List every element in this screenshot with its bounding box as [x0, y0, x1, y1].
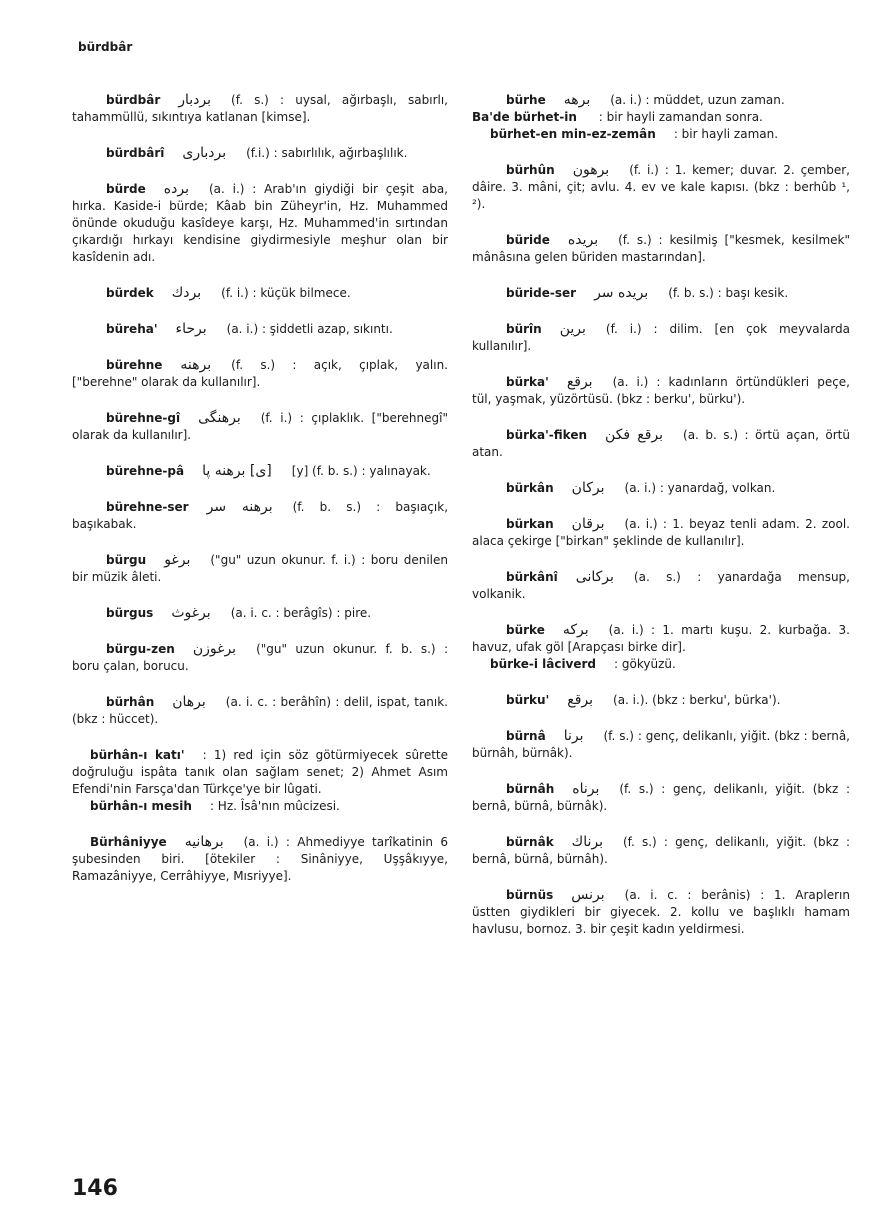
entry-headword: bürehne-gî: [106, 411, 181, 425]
entry-definition: (a. i.) : 1. martı kuşu. 2. kurbağa. 3. havuz, ufak göl [Arapçası birke dir].: [472, 623, 850, 654]
entry-definition: (f. b. s.) : başı kesik.: [668, 286, 789, 300]
dictionary-entry: [472, 162, 850, 213]
dictionary-entry: [472, 321, 850, 355]
entry-headword: bürdbârî: [106, 146, 165, 160]
dictionary-entry: [472, 622, 850, 656]
entry-headword: bürkan: [506, 517, 554, 531]
entry-definition: (a. i.). (bkz : berku', bürka').: [613, 693, 781, 707]
entry-headword: bürehne: [106, 358, 163, 372]
entry-definition: (a. s.) : yanardağa mensup, volkanik.: [472, 570, 850, 601]
entry-definition: (f. s.) : kesilmiş ["kesmek, kesilmek" mânâsına gelen büriden mastarından].: [472, 233, 850, 264]
entry-headword: bürhet-en min-ez-zemân: [490, 127, 656, 141]
entry-arabic: برناه: [572, 781, 600, 797]
entry-definition: (a. i. c. : berânis) : 1. Araplerın üstten giydikleri bir giyecek. 2. kollu ve başlıklı hamam havlusu, bornoz. 3. bir çeşit kadın yeldirmesi.: [472, 888, 850, 936]
entry-arabic: برغو: [164, 552, 191, 568]
entry-definition: [y] (f. b. s.) : yalınayak.: [291, 464, 431, 478]
entry-arabic: برده: [163, 181, 189, 197]
entry-headword: bürkân: [506, 481, 554, 495]
entry-arabic: برقع: [567, 692, 594, 708]
entry-headword: bürkânî: [506, 570, 558, 584]
entry-arabic: بركه: [562, 622, 589, 638]
right-column: [472, 92, 850, 957]
entry-arabic: بريده سر: [594, 285, 649, 301]
dictionary-entry: [472, 232, 850, 266]
dictionary-entry: [472, 887, 850, 938]
entry-arabic: برهنه: [180, 357, 212, 373]
dictionary-entry: [72, 410, 448, 444]
entry-definition: : gökyüzü.: [614, 657, 676, 671]
dictionary-entry: [72, 834, 448, 885]
entry-arabic: برنس: [571, 887, 605, 903]
dictionary-subentry: [472, 126, 850, 143]
entry-definition: (f. s.) : genç, delikanlı, yiğit. (bkz : bernâ, bürnâh, bürnâk).: [472, 729, 850, 760]
entry-definition: (a. i.) : müddet, uzun zaman.: [610, 93, 785, 107]
guide-word: bürdbâr: [78, 40, 133, 54]
entry-headword: bürnüs: [506, 888, 554, 902]
entry-definition: (f.i.) : sabırlılık, ağırbaşlılık.: [246, 146, 408, 160]
entry-definition: (f. b. s.) : başıaçık, başıkabak.: [72, 500, 449, 531]
entry-headword: bürnâh: [506, 782, 555, 796]
entry-definition: : Hz. Îsâ'nın mûcizesi.: [209, 799, 340, 813]
entry-arabic: برقع: [566, 374, 593, 390]
entry-headword: bürdbâr: [106, 93, 161, 107]
entry-headword: bürhân: [106, 695, 155, 709]
dictionary-entry: [72, 641, 448, 675]
dictionary-entry: [72, 321, 448, 338]
entry-headword: büride-ser: [506, 286, 577, 300]
entry-headword: bürgu: [106, 553, 147, 567]
entry-arabic: [ی] برهنه پا: [202, 463, 272, 479]
entry-definition: : bir hayli zaman.: [673, 127, 779, 141]
entry-definition: (a. b. s.) : örtü açan, örtü atan.: [472, 428, 850, 459]
dictionary-subentry: [72, 747, 448, 798]
entry-headword: büride: [506, 233, 550, 247]
entry-headword: bürde: [106, 182, 146, 196]
entry-arabic: بردبار: [178, 92, 212, 108]
entry-headword: bürka': [506, 375, 549, 389]
entry-definition: (f. s.) : genç, delikanlı, yiğit. (bkz : bernâ, bürnâ, bürnâh).: [472, 835, 850, 866]
entry-headword: bürdek: [106, 286, 154, 300]
entry-arabic: برهون: [572, 162, 610, 178]
entry-headword: bürku': [506, 693, 550, 707]
dictionary-subentry: [472, 109, 850, 126]
left-column: [72, 92, 448, 904]
entry-arabic: بركانى: [575, 569, 614, 585]
entry-arabic: برغوث: [171, 605, 211, 621]
entry-definition: (a. i. c. : berâhîn) : delil, ispat, tanık. (bkz : hüccet).: [72, 695, 448, 726]
dictionary-entry: [472, 692, 850, 709]
entry-arabic: بركان: [571, 480, 605, 496]
entry-arabic: برنا: [563, 728, 584, 744]
entry-headword: bürehne-ser: [106, 500, 189, 514]
entry-headword: Ba'de bürhet-in: [472, 110, 577, 124]
entry-arabic: برحاء: [175, 321, 207, 337]
entry-definition: (a. i.) : yanardağ, volkan.: [624, 481, 776, 495]
entry-arabic: برهانيه: [184, 834, 224, 850]
dictionary-subentry: [72, 798, 448, 815]
entry-definition: (f. i.) : 1. kemer; duvar. 2. çember, dâire. 3. mâni, çit; avlu. 4. ev ve kale kapısı. (bkz : berhûb ¹, ²).: [472, 163, 850, 211]
entry-definition: (f. i.) : çıplaklık. ["berehnegî" olarak da kullanılır].: [72, 411, 448, 442]
dictionary-entry: [72, 92, 448, 126]
entry-definition: (f. s.) : genç, delikanlı, yiğit. (bkz : bernâ, bürnâ, bürnâk).: [472, 782, 850, 813]
entry-arabic: برهنه سر: [206, 499, 273, 515]
dictionary-entry: [72, 463, 448, 480]
entry-arabic: برقع فكن: [605, 427, 664, 443]
entry-definition: (f. i.) : dilim. [en çok meyvalarda kullanılır].: [472, 322, 850, 353]
dictionary-entry: [472, 569, 850, 603]
entry-headword: bürnâ: [506, 729, 546, 743]
entry-headword: bürgu-zen: [106, 642, 175, 656]
entry-definition: ("gu" uzun okunur. f. i.) : boru denilen bir müzik âleti.: [72, 553, 448, 584]
entry-headword: bürehne-pâ: [106, 464, 185, 478]
entry-headword: bürhûn: [506, 163, 555, 177]
entry-definition: (a. i.) : 1. beyaz tenli adam. 2. zool. alaca çekirge ["birkan" şeklinde de kullanılır].: [472, 517, 850, 548]
dictionary-entry: [472, 781, 850, 815]
dictionary-entry: [72, 605, 448, 622]
entry-headword: bürke-i lâciverd: [490, 657, 597, 671]
dictionary-entry: [72, 552, 448, 586]
dictionary-entry: [72, 181, 448, 266]
entry-headword: bürke: [506, 623, 545, 637]
entry-headword: bürgus: [106, 606, 154, 620]
entry-definition: (a. i.) : şiddetli azap, sıkıntı.: [226, 322, 393, 336]
entry-definition: (f. i.) : küçük bilmece.: [221, 286, 351, 300]
dictionary-entry: [72, 499, 448, 533]
entry-headword: bürhân-ı mesih: [90, 799, 192, 813]
entry-definition: (a. i.) : kadınların örtündükleri peçe, tül, yaşmak, yüzörtüsü. (bkz : berku', bürku').: [472, 375, 850, 406]
dictionary-entry: [472, 516, 850, 550]
entry-headword: Bürhâniyye: [90, 835, 167, 849]
dictionary-entry: [472, 427, 850, 461]
entry-headword: bürhe: [506, 93, 546, 107]
entry-arabic: برناك: [571, 834, 603, 850]
entry-arabic: برهان: [172, 694, 206, 710]
entry-definition: (a. i. c. : berâgîs) : pire.: [230, 606, 372, 620]
entry-definition: (f. s.) : açık, çıplak, yalın. ["berehne" olarak da kullanılır].: [72, 358, 448, 389]
dictionary-entry: [72, 285, 448, 302]
entry-definition: : bir hayli zamandan sonra.: [598, 110, 763, 124]
entry-headword: bürîn: [506, 322, 542, 336]
entry-arabic: برين: [559, 321, 586, 337]
entry-definition: (f. s.) : uysal, ağırbaşlı, sabırlı, tahammüllü, sıkıntıya katlanan [kimse].: [72, 93, 448, 124]
entry-definition: (a. i.) : Arab'ın giydiği bir çeşit aba, hırka. Kaside-i bürde; Kâab bin Züheyr'in, Hz. Muhammed önünde okuduğu kasîdeye karşı, Hz. Muhammed'in sırtından çıkardığı hırkayı kendisine giydirmesiyle meşhur olan bir kasîdenin adı.: [72, 182, 448, 264]
dictionary-entry: [472, 480, 850, 497]
entry-definition: (a. i.) : Ahmediyye tarîkatinin 6 şubesinden biri. [ötekiler : Sinâniyye, Uşşâkıyye, Ramazâniyye, Cerrâhiyye, Mısriyye].: [72, 835, 448, 883]
dictionary-entry: [72, 694, 448, 728]
entry-arabic: بردك: [171, 285, 202, 301]
entry-headword: bürnâk: [506, 835, 554, 849]
entry-headword: bürhân-ı katı': [90, 748, 185, 762]
dictionary-entry: [472, 285, 850, 302]
dictionary-entry: [472, 374, 850, 408]
page-number: 146: [72, 1176, 118, 1201]
dictionary-entry: [72, 145, 448, 162]
entry-arabic: برهنگى: [198, 410, 241, 426]
entry-arabic: برهه: [563, 92, 591, 108]
dictionary-subentry: [472, 656, 850, 673]
entry-arabic: برغوزن: [192, 641, 237, 657]
dictionary-entry: [472, 834, 850, 868]
entry-arabic: بردبارى: [182, 145, 227, 161]
dictionary-entry: [472, 92, 850, 109]
entry-arabic: برقان: [571, 516, 605, 532]
entry-definition: : 1) red için söz götürmiyecek sûrette doğruluğu ispâta tanık olan sağlam senet; 2) Ahmet Asım Efendi'nin Farsça'dan Türkçe'ye bir lûgati.: [72, 748, 449, 796]
dictionary-entry: [472, 728, 850, 762]
dictionary-entry: [72, 357, 448, 391]
entry-headword: bürka'-fiken: [506, 428, 588, 442]
entry-definition: ("gu" uzun okunur. f. b. s.) : boru çalan, borucu.: [72, 642, 448, 673]
entry-headword: büreha': [106, 322, 158, 336]
entry-arabic: بريده: [567, 232, 599, 248]
